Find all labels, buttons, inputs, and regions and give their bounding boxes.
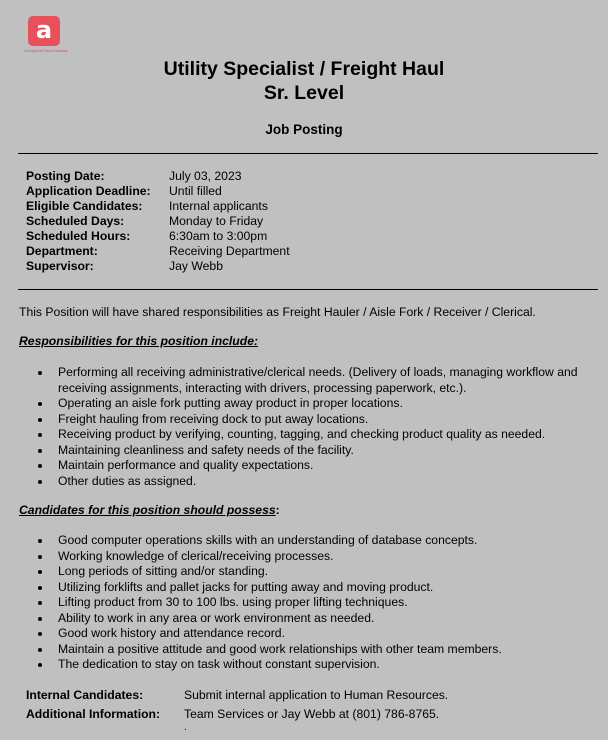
detail-label: Supervisor: xyxy=(26,259,94,273)
list-item: Other duties as assigned. xyxy=(0,474,600,490)
footer-label: Internal Candidates: xyxy=(26,688,144,702)
detail-value: Monday to Friday xyxy=(169,214,264,228)
list-item: Working knowledge of clerical/receiving processes. xyxy=(0,549,600,565)
detail-value: Internal applicants xyxy=(169,199,268,213)
detail-label: Department: xyxy=(26,244,98,258)
footer-value: Team Services or Jay Webb at (801) 786-8765. xyxy=(184,707,440,721)
list-item: Good computer operations skills with an understanding of database concepts. xyxy=(0,533,600,549)
candidates-list xyxy=(0,533,600,673)
footer-value: Submit internal application to Human Resources. xyxy=(184,688,449,702)
detail-value: Receiving Department xyxy=(169,244,290,258)
detail-label: Eligible Candidates: xyxy=(26,199,143,213)
job-level: Sr. Level xyxy=(263,82,345,104)
divider-bottom xyxy=(18,289,598,290)
candidates-heading-text: Candidates for this position should possess xyxy=(19,503,276,517)
logo-tagline: Anonymized Stock Resume xyxy=(24,49,68,53)
detail-label: Application Deadline: xyxy=(26,184,151,198)
candidates-heading xyxy=(19,503,280,517)
company-logo xyxy=(22,12,72,56)
list-item: Performing all receiving administrative/clerical needs. (Delivery of loads, managing workflow and receiving assignments, interacting with drivers, processing paperwork, etc.). xyxy=(0,365,600,396)
list-item: Maintain performance and quality expectations. xyxy=(0,458,600,474)
detail-value: July 03, 2023 xyxy=(169,169,242,183)
list-item: Operating an aisle fork putting away product in proper locations. xyxy=(0,396,600,412)
list-item: Lifting product from 30 to 100 lbs. using proper lifting techniques. xyxy=(0,595,600,611)
trailing-mark: . xyxy=(184,722,187,733)
detail-label: Scheduled Days: xyxy=(26,214,125,228)
list-item: Freight hauling from receiving dock to put away locations. xyxy=(0,412,600,428)
divider-top xyxy=(18,153,598,154)
list-item: Good work history and attendance record. xyxy=(0,626,600,642)
detail-value: Jay Webb xyxy=(169,259,223,273)
responsibilities-heading-text: Responsibilities for this position include: xyxy=(19,334,259,348)
detail-label: Posting Date: xyxy=(26,169,105,183)
position-intro: This Position will have shared responsibilities as Freight Hauler / Aisle Fork / Receiver / Clerical. xyxy=(19,305,536,319)
list-item: Receiving product by verifying, counting, tagging, and checking product quality as needed. xyxy=(0,427,600,443)
responsibilities-heading xyxy=(19,334,258,348)
detail-value: Until filled xyxy=(169,184,222,198)
list-item: Maintain a positive attitude and good work relationships with other team members. xyxy=(0,642,600,658)
list-item: Long periods of sitting and/or standing. xyxy=(0,564,600,580)
list-item: Maintaining cleanliness and safety needs of the facility. xyxy=(0,443,600,459)
list-item: Utilizing forklifts and pallet jacks for putting away and moving product. xyxy=(0,580,600,596)
logo-letter: a xyxy=(35,16,53,44)
list-item: Ability to work in any area or work environment as needed. xyxy=(0,611,600,627)
detail-label: Scheduled Hours: xyxy=(26,229,131,243)
footer-label: Additional Information: xyxy=(26,707,161,721)
logo-badge xyxy=(28,16,60,46)
responsibilities-list xyxy=(0,365,600,489)
detail-value: 6:30am to 3:00pm xyxy=(169,229,268,243)
document-subtitle: Job Posting xyxy=(265,122,343,137)
job-title: Utility Specialist / Freight Haul xyxy=(163,58,445,80)
candidates-heading-colon: : xyxy=(275,503,280,517)
list-item: The dedication to stay on task without constant supervision. xyxy=(0,657,600,673)
